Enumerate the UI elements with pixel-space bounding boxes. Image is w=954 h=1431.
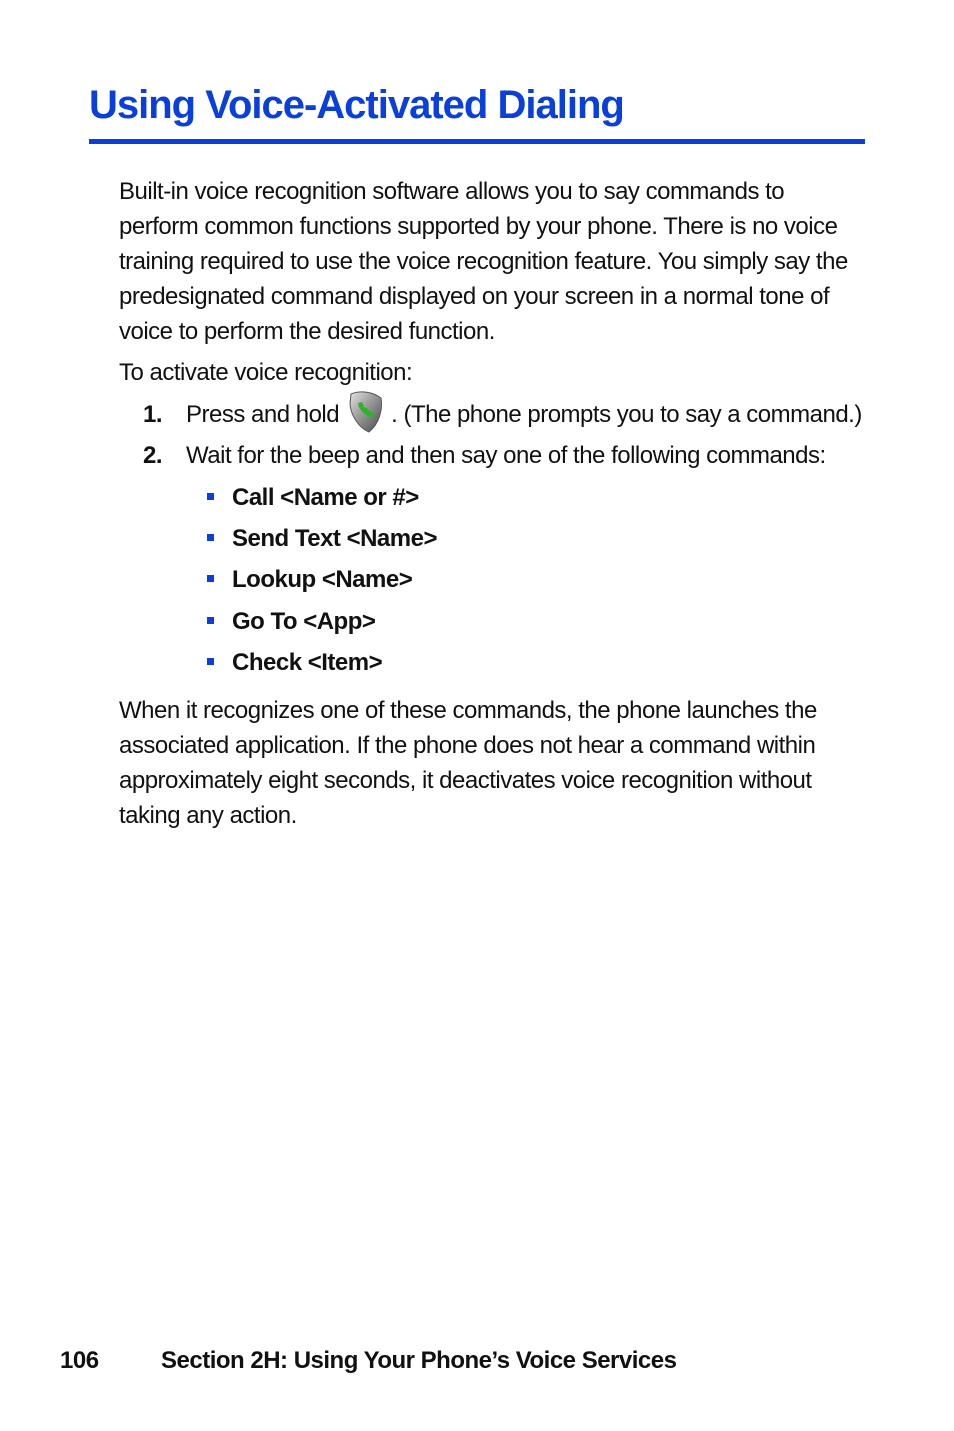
command-text: Call <Name or #> — [232, 484, 419, 511]
step-1-text-after: . (The phone prompts you to say a command.) — [391, 401, 862, 428]
command-item — [207, 645, 382, 680]
step-1-text-before: Press and hold — [186, 401, 340, 428]
step-number: 1. — [143, 401, 163, 428]
intro-paragraph: Built-in voice recognition software allows you to say commands to perform common functions supported by your phone. There is no voice training required to use the voice recognition feature. You simply say the predesignated command displayed on your screen in a normal tone of voice to perform the desired function. — [119, 178, 848, 345]
command-item — [207, 521, 437, 556]
bullet-square-icon — [207, 617, 214, 624]
page-title: Using Voice-Activated Dialing — [89, 83, 624, 127]
title-underline — [89, 139, 865, 144]
step-2-text: Wait for the beep and then say one of the following commands: — [186, 442, 826, 469]
procedure-subheading: To activate voice recognition: — [119, 359, 413, 386]
command-text: Go To <App> — [232, 608, 376, 635]
closing-paragraph: When it recognizes one of these commands, the phone launches the associated application. If the phone does not hear a command within approximately eight seconds, it deactivates voice recognition without taking any action. — [119, 697, 817, 829]
bullet-square-icon — [207, 658, 214, 665]
command-text: Send Text <Name> — [232, 525, 437, 552]
bullet-square-icon — [207, 575, 214, 582]
bullet-square-icon — [207, 493, 214, 500]
bullet-square-icon — [207, 534, 214, 541]
command-text: Lookup <Name> — [232, 566, 413, 593]
talk-key-icon — [347, 390, 385, 434]
command-item — [207, 562, 412, 597]
command-item — [207, 604, 375, 639]
command-item — [207, 480, 419, 515]
page-number: 106 — [60, 1347, 99, 1374]
command-text: Check <Item> — [232, 649, 383, 676]
footer-section-title: Section 2H: Using Your Phone’s Voice Services — [161, 1347, 677, 1374]
step-number: 2. — [143, 442, 163, 469]
step-2 — [143, 438, 826, 473]
step-1 — [143, 397, 862, 434]
